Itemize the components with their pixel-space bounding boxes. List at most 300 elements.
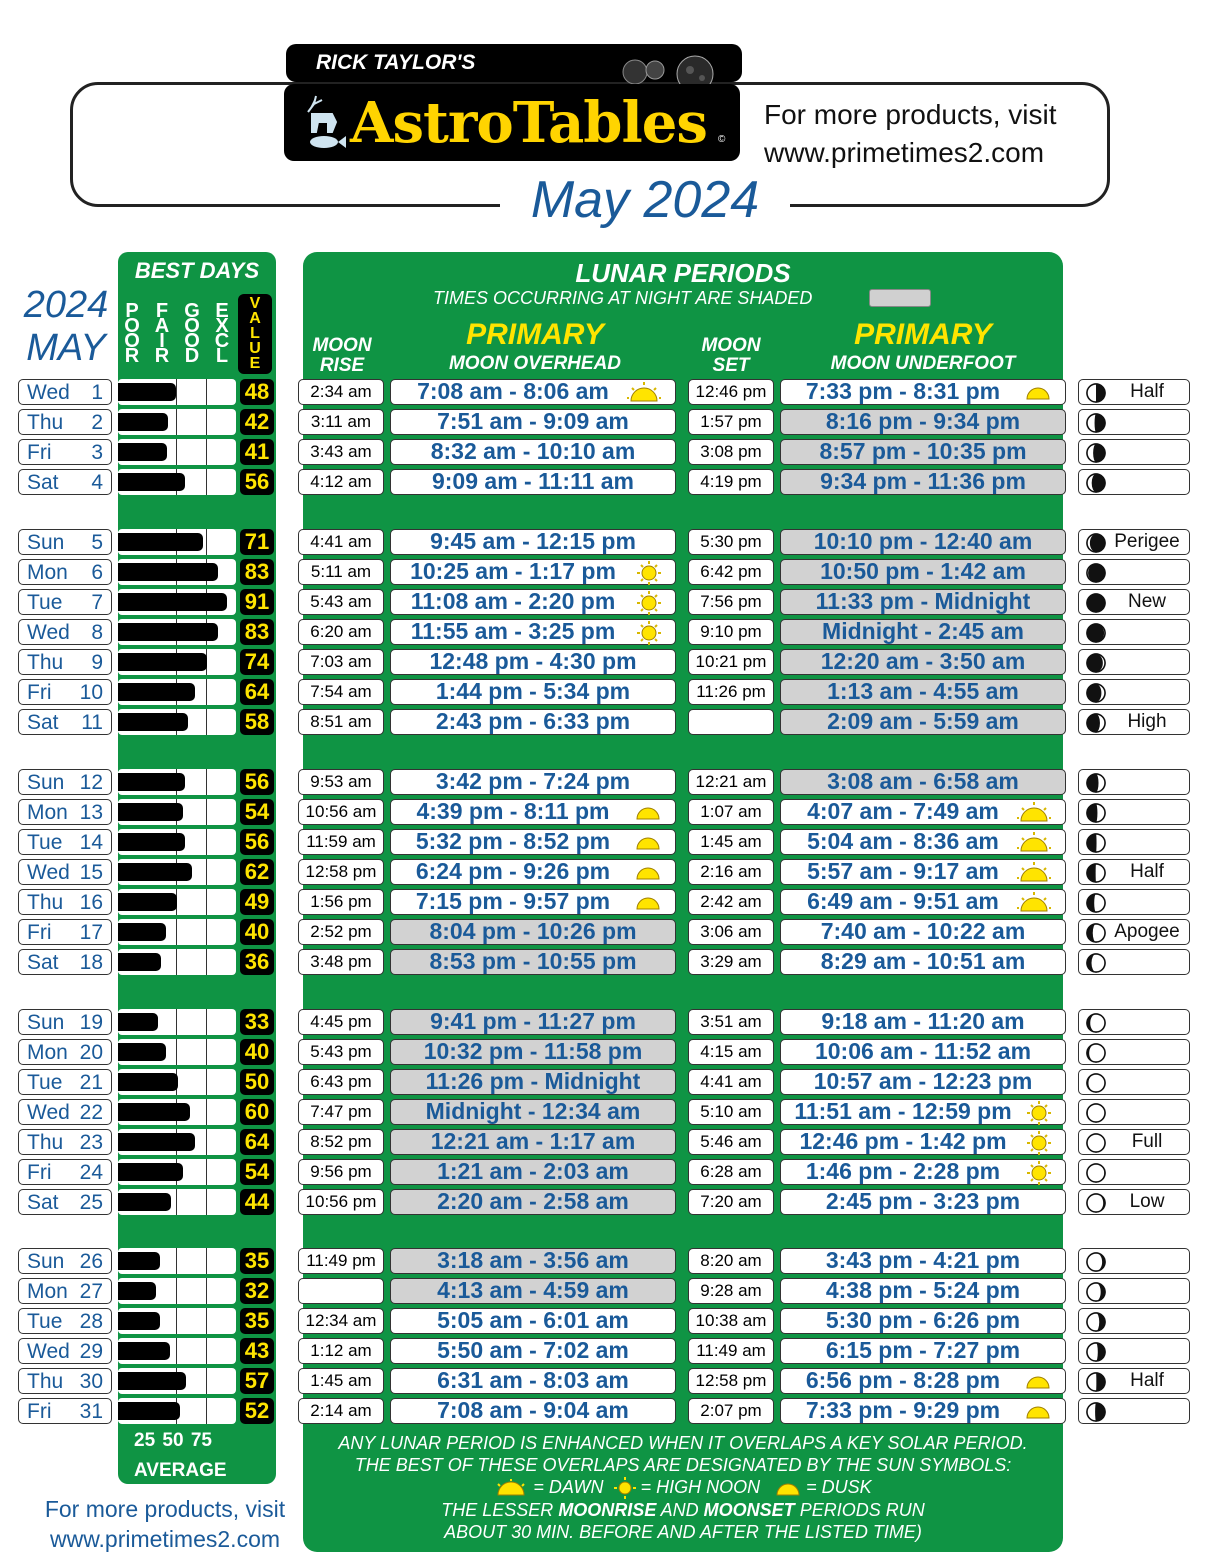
brand-author: RICK TAYLOR'S	[316, 51, 476, 74]
moon-phase-icon	[1085, 832, 1107, 854]
moon-overhead-text: 8:04 pm - 10:26 pm	[429, 918, 637, 944]
rating-value: 49	[240, 889, 274, 915]
moonset-time: 4:41 am	[688, 1069, 774, 1095]
day-cell[interactable]	[18, 829, 112, 855]
rating-value: 83	[240, 559, 274, 585]
rating-bar-fill	[118, 683, 195, 701]
day-number: 18	[79, 951, 103, 974]
rating-gridline	[176, 409, 177, 435]
day-cell[interactable]	[18, 889, 112, 915]
moon-phase-cell	[1078, 1159, 1190, 1185]
moon-phase-icon	[1085, 472, 1107, 494]
rating-gridline	[206, 829, 207, 855]
rating-bar	[118, 1278, 236, 1304]
moon-underfoot-text: 4:38 pm - 5:24 pm	[825, 1277, 1021, 1303]
moon-underfoot-text: 8:16 pm - 9:34 pm	[825, 408, 1021, 434]
page-title: May 2024	[500, 170, 790, 230]
moon-underfoot-period	[780, 709, 1066, 735]
rating-value: 74	[240, 649, 274, 675]
day-number: 17	[79, 921, 103, 944]
moon-underfoot-text: 6:56 pm - 8:28 pm	[805, 1367, 1001, 1393]
moonrise-time: 1:12 am	[298, 1338, 384, 1364]
moon-overhead-text: 8:53 pm - 10:55 pm	[429, 948, 637, 974]
day-of-week: Sat	[27, 471, 59, 494]
moonset-time: 12:58 pm	[688, 1368, 774, 1394]
moon-underfoot-text: 1:46 pm - 2:28 pm	[805, 1158, 1001, 1184]
moon-overhead-period	[390, 649, 676, 675]
moon-overhead-period	[390, 1338, 676, 1364]
moon-overhead-period	[390, 1039, 676, 1065]
dawn-sun-icon	[494, 1479, 528, 1497]
legend-row	[303, 1476, 1063, 1499]
day-cell[interactable]	[18, 1159, 112, 1185]
rating-gridline	[206, 1368, 207, 1394]
rating-bar	[118, 829, 236, 855]
moon-underfoot-text: 12:46 pm - 1:42 pm	[799, 1128, 1007, 1154]
rating-gridline	[176, 1248, 177, 1274]
footer-line2: THE BEST OF THESE OVERLAPS ARE DESIGNATED BY THE SUN SYMBOLS:	[354, 1455, 1012, 1475]
moon-phase-cell	[1078, 589, 1190, 615]
moon-underfoot-text: 6:15 pm - 7:27 pm	[825, 1337, 1021, 1363]
footer-line5: ABOUT 30 MIN. BEFORE AND AFTER THE LISTED TIME)	[444, 1522, 922, 1543]
day-number: 26	[79, 1250, 103, 1273]
moon-overhead-period	[390, 1308, 676, 1334]
day-cell[interactable]	[18, 649, 112, 675]
moon-underfoot-period	[780, 529, 1066, 555]
moon-overhead-period	[390, 709, 676, 735]
moon-overhead-text: 9:41 pm - 11:27 pm	[430, 1008, 636, 1034]
day-cell[interactable]	[18, 439, 112, 465]
moon-overhead-text: 8:32 am - 10:10 am	[430, 438, 636, 464]
day-cell[interactable]	[18, 1069, 112, 1095]
moonrise-time: 3:43 am	[298, 439, 384, 465]
rating-value: 33	[240, 1009, 274, 1035]
rating-bar-fill	[118, 1133, 195, 1151]
moon-phase-icon	[1085, 442, 1107, 464]
dusk-sun-icon	[635, 861, 661, 881]
moonrise-time: 4:41 am	[298, 529, 384, 555]
copyright-icon: ©	[718, 134, 726, 145]
rating-gridline	[206, 1308, 207, 1334]
dusk-sun-icon	[635, 891, 661, 911]
moon-phase-icon	[1085, 922, 1107, 944]
rating-bar	[118, 409, 236, 435]
day-of-week: Thu	[27, 411, 64, 434]
moon-overhead-text: 5:05 am - 6:01 am	[437, 1307, 629, 1333]
moon-overhead-text: 12:48 pm - 4:30 pm	[429, 648, 637, 674]
moon-phase-icon	[1085, 1192, 1107, 1214]
moon-overhead-period	[390, 1129, 676, 1155]
rating-gridline	[206, 949, 207, 975]
moon-underfoot-text: 10:06 am - 11:52 am	[814, 1038, 1032, 1064]
moon-phase-cell	[1078, 1129, 1190, 1155]
side-month: MAY	[26, 327, 106, 369]
moon-overhead-period	[390, 619, 676, 645]
dusk-sun-icon	[775, 1480, 801, 1496]
moon-underfoot-period	[780, 619, 1066, 645]
moonrise-time: 8:51 am	[298, 709, 384, 735]
moonrise-time: 7:03 am	[298, 649, 384, 675]
moon-phase-cell	[1078, 1308, 1190, 1334]
day-of-week: Wed	[27, 1340, 70, 1363]
day-of-week: Wed	[27, 861, 70, 884]
moonset-time: 2:16 am	[688, 859, 774, 885]
moonset-time: 3:29 am	[688, 949, 774, 975]
day-cell[interactable]	[18, 949, 112, 975]
dusk-sun-icon	[635, 831, 661, 851]
footer-visit-link[interactable]: www.primetimes2.com	[49, 1526, 281, 1552]
moon-overhead-period	[390, 919, 676, 945]
day-number: 2	[91, 411, 103, 434]
lunar-periods-title: LUNAR PERIODS	[575, 258, 791, 288]
day-number: 21	[79, 1071, 103, 1094]
day-cell[interactable]	[18, 1368, 112, 1394]
scale-label-poor: P O O R	[124, 300, 140, 367]
moon-phase-icon	[1085, 412, 1107, 434]
moon-underfoot-period	[780, 1189, 1066, 1215]
rating-gridline	[206, 679, 207, 705]
moonrise-time: 2:14 am	[298, 1398, 384, 1424]
rating-bar	[118, 1338, 236, 1364]
rating-bar	[118, 1308, 236, 1334]
moon-phase-icon	[1085, 1251, 1107, 1273]
rating-gridline	[206, 1159, 207, 1185]
moon-underfoot-period	[780, 679, 1066, 705]
moon-underfoot-period	[780, 859, 1066, 885]
moon-phase-cell	[1078, 1398, 1190, 1424]
day-cell[interactable]	[18, 529, 112, 555]
day-cell[interactable]	[18, 1338, 112, 1364]
rating-value: 43	[240, 1338, 274, 1364]
moon-underfoot-period	[780, 649, 1066, 675]
moon-phase-icon	[1085, 1042, 1107, 1064]
moon-underfoot-period	[780, 889, 1066, 915]
rating-gridline	[176, 919, 177, 945]
day-of-week: Sun	[27, 1011, 65, 1034]
rating-gridline	[206, 1338, 207, 1364]
day-cell[interactable]	[18, 559, 112, 585]
rating-bar	[118, 1039, 236, 1065]
legend-dusk: = DUSK	[806, 1477, 872, 1497]
moonset-time	[688, 709, 774, 735]
rating-bar-fill	[118, 1043, 166, 1061]
day-of-week: Tue	[27, 1071, 63, 1094]
rating-value: 56	[240, 829, 274, 855]
day-cell[interactable]	[18, 1039, 112, 1065]
day-of-week: Wed	[27, 1101, 70, 1124]
rating-bar-fill	[118, 473, 185, 491]
moon-phase-cell	[1078, 949, 1190, 975]
moon-underfoot-text: 9:34 pm - 11:36 pm	[820, 468, 1026, 494]
day-number: 14	[79, 831, 103, 854]
rating-bar-fill	[118, 953, 161, 971]
moonset-time: 8:20 am	[688, 1248, 774, 1274]
day-of-week: Fri	[27, 1161, 52, 1184]
header-visit-line1: For more products, visit	[764, 99, 1057, 130]
moon-phase-icon	[1085, 1281, 1107, 1303]
moon-overhead-text: 6:24 pm - 9:26 pm	[415, 858, 611, 884]
moon-underfoot-period	[780, 1069, 1066, 1095]
moonrise-time: 5:43 am	[298, 589, 384, 615]
moonset-time: 3:06 am	[688, 919, 774, 945]
moonset-time: 2:42 am	[688, 889, 774, 915]
moon-phase-icon	[1085, 1341, 1107, 1363]
moonset-time: 12:46 pm	[688, 379, 774, 405]
rating-gridline	[206, 1099, 207, 1125]
rating-bar	[118, 1009, 236, 1035]
dawn-sun-icon	[1017, 891, 1051, 913]
moon-overhead-text: 10:25 am - 1:17 pm	[410, 558, 616, 584]
day-cell[interactable]	[18, 1009, 112, 1035]
day-cell[interactable]	[18, 1398, 112, 1424]
rating-gridline	[176, 949, 177, 975]
rating-bar	[118, 769, 236, 795]
day-of-week: Thu	[27, 651, 64, 674]
moon-underfoot-period	[780, 1338, 1066, 1364]
day-of-week: Fri	[27, 921, 52, 944]
deer-fish-logo-icon	[298, 92, 348, 152]
moon-overhead-text: 2:20 am - 2:58 am	[437, 1188, 629, 1214]
day-cell[interactable]	[18, 469, 112, 495]
day-cell[interactable]	[18, 1248, 112, 1274]
moon-overhead-period	[390, 1009, 676, 1035]
moonset-time: 6:42 pm	[688, 559, 774, 585]
rating-gridline	[176, 1278, 177, 1304]
day-of-week: Mon	[27, 1280, 68, 1303]
moon-phase-icon	[1085, 652, 1107, 674]
moonset-time: 4:19 pm	[688, 469, 774, 495]
dawn-sun-icon	[1017, 801, 1051, 823]
rating-value: 83	[240, 619, 274, 645]
moon-underfoot-text: 1:13 am - 4:55 am	[827, 678, 1019, 704]
moon-phase-cell	[1078, 799, 1190, 825]
moon-overhead-text: 11:26 pm - Midnight	[425, 1068, 641, 1094]
moonset-time: 11:26 pm	[688, 679, 774, 705]
moon-phase-cell	[1078, 769, 1190, 795]
noon-sun-icon	[637, 621, 661, 645]
rating-value: 56	[240, 769, 274, 795]
moon-phase-icon	[1085, 682, 1107, 704]
moon-phase-cell	[1078, 1189, 1190, 1215]
rating-value: 91	[240, 589, 274, 615]
brand-logo	[284, 84, 740, 161]
day-cell[interactable]	[18, 919, 112, 945]
moon-phase-cell	[1078, 709, 1190, 735]
moon-phase-icon	[1085, 382, 1107, 404]
lunar-periods-subtitle: TIMES OCCURRING AT NIGHT ARE SHADED	[433, 288, 813, 308]
moon-overhead-period	[390, 1398, 676, 1424]
moonrise-time: 12:34 am	[298, 1308, 384, 1334]
moon-overhead-period	[390, 1159, 676, 1185]
underfoot-header: MOON UNDERFOOT	[830, 353, 1016, 374]
moonrise-time: 10:56 am	[298, 799, 384, 825]
rating-bar	[118, 1159, 236, 1185]
noon-sun-icon	[637, 561, 661, 585]
moon-underfoot-period	[780, 1099, 1066, 1125]
day-number: 11	[81, 711, 103, 734]
rating-gridline	[206, 409, 207, 435]
day-cell[interactable]	[18, 379, 112, 405]
rating-bar-fill	[118, 803, 183, 821]
day-number: 19	[79, 1011, 103, 1034]
rating-gridline	[176, 439, 177, 465]
rating-bar-fill	[118, 443, 167, 461]
moon-phase-cell	[1078, 1278, 1190, 1304]
moon-phase-icon	[1085, 862, 1107, 884]
rating-bar	[118, 559, 236, 585]
day-cell[interactable]	[18, 1189, 112, 1215]
day-cell[interactable]	[18, 1099, 112, 1125]
moon-underfoot-text: 6:49 am - 9:51 am	[807, 888, 999, 914]
day-cell[interactable]	[18, 769, 112, 795]
day-cell[interactable]	[18, 1129, 112, 1155]
day-cell[interactable]	[18, 799, 112, 825]
moon-phase-icon	[1085, 1072, 1107, 1094]
rating-gridline	[176, 1039, 177, 1065]
moon-underfoot-text: 7:33 pm - 9:29 pm	[805, 1397, 1001, 1423]
rating-gridline	[176, 1338, 177, 1364]
side-year: 2024	[23, 284, 109, 326]
moon-overhead-period	[390, 379, 676, 405]
rating-value: 35	[240, 1308, 274, 1334]
rating-value: 71	[240, 529, 274, 555]
day-cell[interactable]	[18, 589, 112, 615]
day-of-week: Fri	[27, 441, 52, 464]
moonrise-time: 11:59 am	[298, 829, 384, 855]
rating-gridline	[206, 1278, 207, 1304]
day-cell[interactable]	[18, 1308, 112, 1334]
rating-value: 64	[240, 679, 274, 705]
rating-gridline	[206, 439, 207, 465]
moon-phase-label: Half	[1130, 1370, 1164, 1391]
dusk-sun-icon	[1025, 381, 1051, 401]
moon-phase-icon	[1085, 1012, 1107, 1034]
moon-phase-icon	[1085, 1132, 1107, 1154]
rating-value: 50	[240, 1069, 274, 1095]
rating-value: 44	[240, 1189, 274, 1215]
day-cell[interactable]	[18, 1278, 112, 1304]
day-number: 3	[91, 441, 103, 464]
rating-bar-fill	[118, 563, 218, 581]
rating-value: 36	[240, 949, 274, 975]
moon-underfoot-text: 7:33 pm - 8:31 pm	[805, 378, 1001, 404]
moonrise-time: 2:34 am	[298, 379, 384, 405]
moon-phase-cell	[1078, 649, 1190, 675]
day-of-week: Tue	[27, 1310, 63, 1333]
rating-value: 57	[240, 1368, 274, 1394]
moon-phase-cell	[1078, 889, 1190, 915]
moon-overhead-period	[390, 949, 676, 975]
rating-bar-fill	[118, 1103, 190, 1121]
rating-bar	[118, 1129, 236, 1155]
day-of-week: Thu	[27, 1370, 64, 1393]
moon-overhead-text: 7:15 pm - 9:57 pm	[415, 888, 611, 914]
moon-underfoot-period	[780, 1009, 1066, 1035]
day-cell[interactable]	[18, 709, 112, 735]
moon-underfoot-text: 5:04 am - 8:36 am	[807, 828, 999, 854]
moon-phase-label: Low	[1129, 1191, 1165, 1212]
moon-underfoot-text: 2:09 am - 5:59 am	[827, 708, 1019, 734]
moon-phase-cell	[1078, 439, 1190, 465]
moon-overhead-text: 4:13 am - 4:59 am	[437, 1277, 629, 1303]
moon-overhead-period	[390, 829, 676, 855]
rating-value: 60	[240, 1099, 274, 1125]
moon-overhead-text: Midnight - 12:34 am	[425, 1098, 641, 1124]
moon-underfoot-period	[780, 469, 1066, 495]
noon-sun-icon	[637, 591, 661, 615]
rating-value: 48	[240, 379, 274, 405]
footer-line4e: PERIODS RUN	[794, 1500, 925, 1521]
moon-underfoot-period	[780, 1398, 1066, 1424]
moon-underfoot-text: 7:40 am - 10:22 am	[820, 918, 1026, 944]
moon-overhead-period	[390, 469, 676, 495]
footer-visit-line1: For more products, visit	[44, 1496, 286, 1522]
moon-overhead-text: 7:51 am - 9:09 am	[437, 408, 629, 434]
moonrise-time: 6:43 pm	[298, 1069, 384, 1095]
day-of-week: Wed	[27, 381, 70, 404]
day-cell[interactable]	[18, 859, 112, 885]
moon-phase-cell	[1078, 409, 1190, 435]
day-number: 30	[79, 1370, 103, 1393]
day-cell[interactable]	[18, 619, 112, 645]
moonrise-time: 12:58 pm	[298, 859, 384, 885]
rating-gridline	[206, 709, 207, 735]
moon-overhead-period	[390, 1248, 676, 1274]
day-number: 8	[91, 621, 103, 644]
rating-bar-fill	[118, 713, 188, 731]
moon-overhead-period	[390, 1069, 676, 1095]
rating-bar-fill	[118, 653, 207, 671]
rating-gridline	[176, 1308, 177, 1334]
rating-gridline	[206, 889, 207, 915]
rating-bar	[118, 919, 236, 945]
rating-value: 40	[240, 1039, 274, 1065]
day-number: 13	[79, 801, 103, 824]
average-ticks: 25 50 75	[134, 1430, 212, 1451]
rating-gridline	[206, 1248, 207, 1274]
day-number: 27	[79, 1280, 103, 1303]
moon-underfoot-period	[780, 1278, 1066, 1304]
moon-phase-label: Full	[1131, 1131, 1163, 1152]
moon-overhead-text: 3:42 pm - 7:24 pm	[435, 768, 631, 794]
moonset-time: 11:49 am	[688, 1338, 774, 1364]
moon-underfoot-text: 8:57 pm - 10:35 pm	[819, 438, 1027, 464]
rating-bar	[118, 379, 236, 405]
header-visit-link[interactable]: www.primetimes2.com	[764, 137, 1045, 168]
moonrise-time: 1:56 pm	[298, 889, 384, 915]
scale-label-fair: F A I R	[154, 300, 170, 367]
day-of-week: Sun	[27, 1250, 65, 1273]
moonset-time: 4:15 am	[688, 1039, 774, 1065]
moon-phase-icon	[1085, 772, 1107, 794]
moon-overhead-period	[390, 1368, 676, 1394]
rating-bar-fill	[118, 863, 192, 881]
day-cell[interactable]	[18, 679, 112, 705]
day-cell[interactable]	[18, 409, 112, 435]
moon-underfoot-text: 11:51 am - 12:59 pm	[794, 1098, 1012, 1124]
rating-bar-fill	[118, 623, 218, 641]
rating-value: 58	[240, 709, 274, 735]
moonset-time: 5:46 am	[688, 1129, 774, 1155]
noon-sun-icon	[1027, 1101, 1051, 1125]
moon-overhead-text: 11:55 am - 3:25 pm	[410, 618, 616, 644]
day-number: 4	[91, 471, 103, 494]
moon-underfoot-period	[780, 1308, 1066, 1334]
rating-bar	[118, 709, 236, 735]
moon-phase-cell	[1078, 829, 1190, 855]
moon-underfoot-text: 9:18 am - 11:20 am	[821, 1008, 1025, 1034]
scale-label-good: G O O D	[184, 300, 200, 367]
